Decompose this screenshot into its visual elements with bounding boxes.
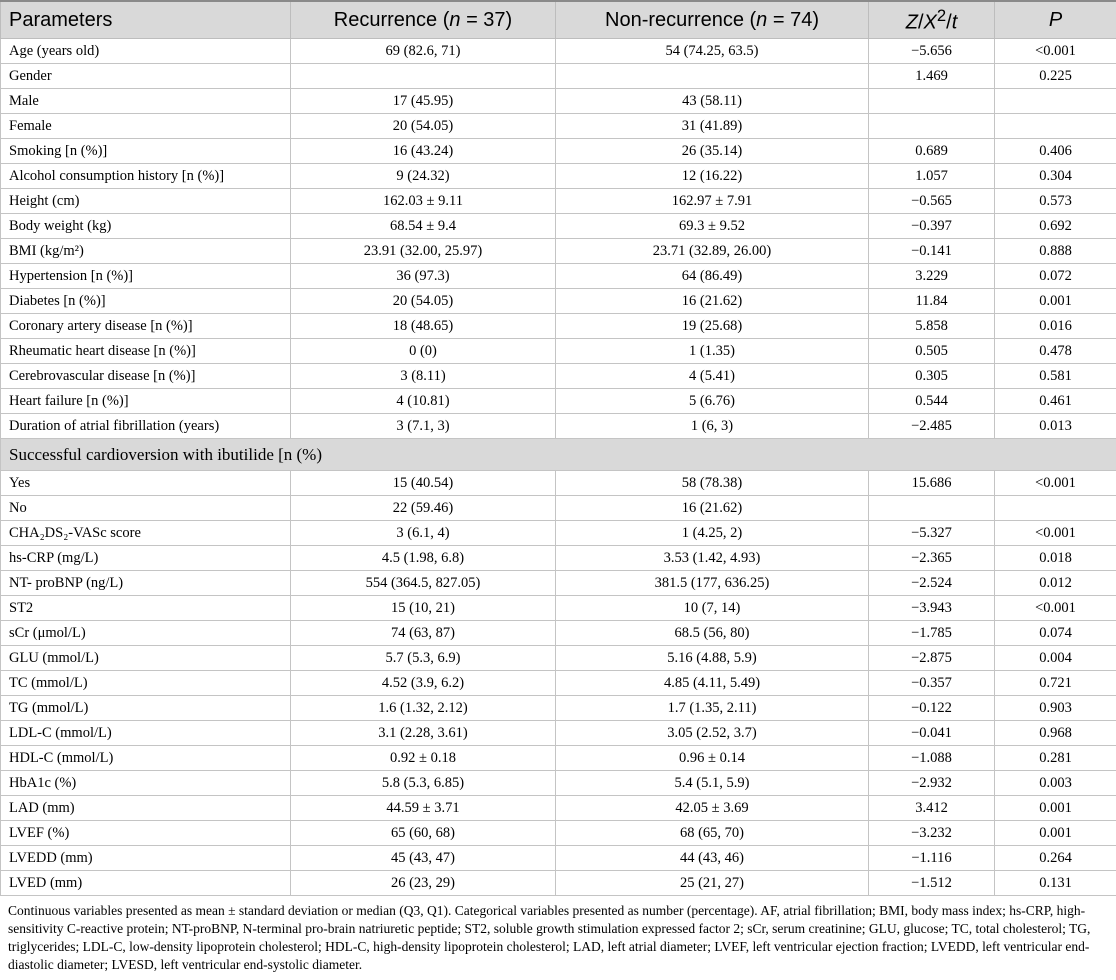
cell-statistic: −1.512	[869, 871, 995, 896]
cell-recurrence: 15 (10, 21)	[291, 596, 556, 621]
cell-parameter: Smoking [n (%)]	[1, 139, 291, 164]
section-row	[1, 439, 1116, 471]
table-footnote: Continuous variables presented as mean ± standard deviation or median (Q3, Q1). Categorical variables presented as number (percentage). AF, atrial fibrillation; BMI, body mass index; hs-CRP, high-sensitivity C-reactive protein; NT-proBNP, N-terminal pro-brain natriuretic peptide; ST2, soluble growth stimulation expressed factor 2; sCr, serum creatinine; GLU, glucose; TC, total cholesterol; TG, triglycerides; LDL-C, low-density lipoprotein cholesterol; HDL-C, high-density lipoprotein cholesterol; LAD, left atrial diameter; LVEF, left ventricular ejection fraction; LVEDD, left ventricular end-diastolic diameter; LVESD, left ventricular end-systolic diameter.	[8, 903, 1091, 972]
cell-statistic: 1.057	[869, 164, 995, 189]
cell-recurrence: 44.59 ± 3.71	[291, 796, 556, 821]
cell-recurrence: 20 (54.05)	[291, 289, 556, 314]
cell-p-value: 0.903	[995, 696, 1116, 721]
cell-non-recurrence: 64 (86.49)	[556, 264, 869, 289]
cell-parameter: Gender	[1, 64, 291, 89]
table-row	[1, 571, 1116, 596]
cell-recurrence: 3 (7.1, 3)	[291, 414, 556, 439]
cell-non-recurrence: 19 (25.68)	[556, 314, 869, 339]
cell-parameter: LDL-C (mmol/L)	[1, 721, 291, 746]
table-row	[1, 596, 1116, 621]
cell-non-recurrence: 10 (7, 14)	[556, 596, 869, 621]
cell-recurrence: 554 (364.5, 827.05)	[291, 571, 556, 596]
cell-non-recurrence: 54 (74.25, 63.5)	[556, 39, 869, 64]
cell-p-value: 0.478	[995, 339, 1116, 364]
header-non-recurrence-suffix: = 74)	[767, 8, 819, 31]
header-p-letter: P	[1048, 8, 1063, 31]
cell-statistic: 3.412	[869, 796, 995, 821]
cell-p-value: 0.003	[995, 771, 1116, 796]
header-statistic	[869, 1, 995, 39]
cell-parameter: TC (mmol/L)	[1, 671, 291, 696]
cell-statistic: 5.858	[869, 314, 995, 339]
cell-non-recurrence: 68.5 (56, 80)	[556, 621, 869, 646]
cell-non-recurrence: 42.05 ± 3.69	[556, 796, 869, 821]
cell-recurrence: 162.03 ± 9.11	[291, 189, 556, 214]
cell-parameter: BMI (kg/m²)	[1, 239, 291, 264]
cell-statistic: −2.485	[869, 414, 995, 439]
cell-p-value: 0.581	[995, 364, 1116, 389]
cell-parameter: CHA₂DS₂-VASc score	[1, 521, 291, 546]
cell-statistic	[869, 89, 995, 114]
cell-parameter: Body weight (kg)	[1, 214, 291, 239]
cell-parameter: NT- proBNP (ng/L)	[1, 571, 291, 596]
cell-p-value: 0.721	[995, 671, 1116, 696]
table-row	[1, 214, 1116, 239]
table-row	[1, 239, 1116, 264]
cell-statistic: −0.357	[869, 671, 995, 696]
cell-non-recurrence: 26 (35.14)	[556, 139, 869, 164]
cell-non-recurrence: 44 (43, 46)	[556, 846, 869, 871]
cell-non-recurrence: 4.85 (4.11, 5.49)	[556, 671, 869, 696]
cell-non-recurrence: 0.96 ± 0.14	[556, 746, 869, 771]
table-body	[1, 39, 1116, 896]
cell-statistic: −1.116	[869, 846, 995, 871]
table-row	[1, 139, 1116, 164]
cell-recurrence: 9 (24.32)	[291, 164, 556, 189]
cell-parameter: Cerebrovascular disease [n (%)]	[1, 364, 291, 389]
cell-recurrence: 5.8 (5.3, 6.85)	[291, 771, 556, 796]
cell-statistic: −0.397	[869, 214, 995, 239]
cell-parameter: ST2	[1, 596, 291, 621]
cell-non-recurrence: 3.53 (1.42, 4.93)	[556, 546, 869, 571]
cell-p-value: 0.692	[995, 214, 1116, 239]
cell-statistic	[869, 496, 995, 521]
cell-non-recurrence: 43 (58.11)	[556, 89, 869, 114]
header-p-value	[995, 1, 1116, 39]
cell-parameter: HbA1c (%)	[1, 771, 291, 796]
table-row	[1, 621, 1116, 646]
table-row	[1, 696, 1116, 721]
cell-parameter: LVEF (%)	[1, 821, 291, 846]
cell-non-recurrence: 31 (41.89)	[556, 114, 869, 139]
cell-recurrence	[291, 64, 556, 89]
section-label: Successful cardioversion with ibutilide [n (%)	[1, 439, 1116, 471]
cell-p-value: 0.131	[995, 871, 1116, 896]
table-row	[1, 64, 1116, 89]
cell-p-value: 0.264	[995, 846, 1116, 871]
cell-non-recurrence: 1 (1.35)	[556, 339, 869, 364]
cell-p-value: 0.074	[995, 621, 1116, 646]
header-row	[1, 1, 1116, 39]
cell-p-value: 0.281	[995, 746, 1116, 771]
cell-recurrence: 18 (48.65)	[291, 314, 556, 339]
cell-non-recurrence: 1.7 (1.35, 2.11)	[556, 696, 869, 721]
table-row	[1, 871, 1116, 896]
cell-non-recurrence: 12 (16.22)	[556, 164, 869, 189]
table-row	[1, 846, 1116, 871]
cell-parameter: TG (mmol/L)	[1, 696, 291, 721]
cell-recurrence: 17 (45.95)	[291, 89, 556, 114]
cell-statistic: −3.232	[869, 821, 995, 846]
cell-recurrence: 0 (0)	[291, 339, 556, 364]
table-row	[1, 414, 1116, 439]
cell-parameter: hs-CRP (mg/L)	[1, 546, 291, 571]
cell-p-value: 0.888	[995, 239, 1116, 264]
cell-non-recurrence: 16 (21.62)	[556, 289, 869, 314]
cell-statistic: −0.565	[869, 189, 995, 214]
cell-non-recurrence: 4 (5.41)	[556, 364, 869, 389]
cell-parameter: Rheumatic heart disease [n (%)]	[1, 339, 291, 364]
cell-parameter: LVEDD (mm)	[1, 846, 291, 871]
cell-statistic: 15.686	[869, 471, 995, 496]
cell-parameter: HDL-C (mmol/L)	[1, 746, 291, 771]
cell-parameter: Age (years old)	[1, 39, 291, 64]
cell-p-value: 0.012	[995, 571, 1116, 596]
table-row	[1, 746, 1116, 771]
cell-p-value: 0.573	[995, 189, 1116, 214]
cell-p-value: 0.016	[995, 314, 1116, 339]
cell-recurrence: 4.5 (1.98, 6.8)	[291, 546, 556, 571]
cell-statistic: −2.932	[869, 771, 995, 796]
cell-parameter: Male	[1, 89, 291, 114]
cell-non-recurrence: 5.4 (5.1, 5.9)	[556, 771, 869, 796]
table-row	[1, 89, 1116, 114]
cell-statistic: −3.943	[869, 596, 995, 621]
table-row	[1, 796, 1116, 821]
cell-recurrence: 3.1 (2.28, 3.61)	[291, 721, 556, 746]
cell-parameter: LAD (mm)	[1, 796, 291, 821]
cell-recurrence: 0.92 ± 0.18	[291, 746, 556, 771]
cell-p-value: 0.001	[995, 796, 1116, 821]
header-non-recurrence	[556, 1, 869, 39]
header-stat-sep1: /	[917, 11, 924, 34]
cell-recurrence: 15 (40.54)	[291, 471, 556, 496]
cell-p-value	[995, 89, 1116, 114]
cell-non-recurrence	[556, 64, 869, 89]
header-stat-x: X	[923, 11, 937, 34]
cell-non-recurrence: 5 (6.76)	[556, 389, 869, 414]
cell-parameter: Hypertension [n (%)]	[1, 264, 291, 289]
cell-non-recurrence: 69.3 ± 9.52	[556, 214, 869, 239]
cell-p-value: <0.001	[995, 521, 1116, 546]
table-row	[1, 339, 1116, 364]
cell-statistic: 11.84	[869, 289, 995, 314]
cell-p-value: <0.001	[995, 596, 1116, 621]
header-recurrence	[291, 1, 556, 39]
cell-statistic: −0.141	[869, 239, 995, 264]
cell-non-recurrence: 1 (6, 3)	[556, 414, 869, 439]
cell-statistic: 0.689	[869, 139, 995, 164]
table-row	[1, 264, 1116, 289]
cell-parameter: Duration of atrial fibrillation (years)	[1, 414, 291, 439]
cell-parameter: No	[1, 496, 291, 521]
cell-recurrence: 22 (59.46)	[291, 496, 556, 521]
cell-p-value: 0.406	[995, 139, 1116, 164]
cell-p-value: 0.004	[995, 646, 1116, 671]
cell-non-recurrence: 25 (21, 27)	[556, 871, 869, 896]
cell-parameter: Female	[1, 114, 291, 139]
cell-parameter: Height (cm)	[1, 189, 291, 214]
cell-p-value	[995, 496, 1116, 521]
cell-statistic: 0.305	[869, 364, 995, 389]
cell-p-value: 0.968	[995, 721, 1116, 746]
table-row	[1, 389, 1116, 414]
table-row	[1, 189, 1116, 214]
cell-p-value: 0.018	[995, 546, 1116, 571]
table-row	[1, 646, 1116, 671]
header-stat-sup: 2	[936, 5, 947, 25]
header-non-recurrence-prefix: Non-recurrence (	[605, 8, 757, 31]
cell-non-recurrence: 23.71 (32.89, 26.00)	[556, 239, 869, 264]
cell-recurrence: 68.54 ± 9.4	[291, 214, 556, 239]
header-non-recurrence-n: n	[756, 8, 768, 31]
table-row	[1, 521, 1116, 546]
table-row	[1, 164, 1116, 189]
cell-statistic: −2.365	[869, 546, 995, 571]
cell-statistic: 0.544	[869, 389, 995, 414]
cell-statistic: −0.041	[869, 721, 995, 746]
cell-recurrence: 69 (82.6, 71)	[291, 39, 556, 64]
cell-p-value: 0.304	[995, 164, 1116, 189]
cell-p-value: 0.001	[995, 289, 1116, 314]
table-header	[1, 1, 1116, 39]
cell-statistic: 0.505	[869, 339, 995, 364]
cell-recurrence: 3 (8.11)	[291, 364, 556, 389]
cell-recurrence: 4 (10.81)	[291, 389, 556, 414]
cell-statistic: −2.875	[869, 646, 995, 671]
table-row	[1, 496, 1116, 521]
header-recurrence-suffix: = 37)	[460, 8, 513, 31]
cell-statistic: 1.469	[869, 64, 995, 89]
table-row	[1, 546, 1116, 571]
cell-parameter: GLU (mmol/L)	[1, 646, 291, 671]
table-row	[1, 721, 1116, 746]
cell-p-value: <0.001	[995, 39, 1116, 64]
table-row	[1, 364, 1116, 389]
cell-recurrence: 36 (97.3)	[291, 264, 556, 289]
cell-parameter: sCr (μmol/L)	[1, 621, 291, 646]
cell-statistic: −2.524	[869, 571, 995, 596]
cell-parameter: LVED (mm)	[1, 871, 291, 896]
table-row	[1, 289, 1116, 314]
cell-parameter: Heart failure [n (%)]	[1, 389, 291, 414]
cell-recurrence: 5.7 (5.3, 6.9)	[291, 646, 556, 671]
table-row	[1, 771, 1116, 796]
cell-non-recurrence: 1 (4.25, 2)	[556, 521, 869, 546]
cell-statistic: −1.785	[869, 621, 995, 646]
table-row	[1, 314, 1116, 339]
header-stat-t: t	[951, 11, 958, 34]
cell-parameter: Coronary artery disease [n (%)]	[1, 314, 291, 339]
table-row	[1, 671, 1116, 696]
cell-non-recurrence: 162.97 ± 7.91	[556, 189, 869, 214]
cell-statistic: −5.327	[869, 521, 995, 546]
cell-recurrence: 45 (43, 47)	[291, 846, 556, 871]
cell-p-value	[995, 114, 1116, 139]
cell-non-recurrence: 5.16 (4.88, 5.9)	[556, 646, 869, 671]
table-row	[1, 114, 1116, 139]
cell-recurrence: 3 (6.1, 4)	[291, 521, 556, 546]
cell-statistic: −5.656	[869, 39, 995, 64]
table-row	[1, 821, 1116, 846]
cell-recurrence: 20 (54.05)	[291, 114, 556, 139]
cell-recurrence: 1.6 (1.32, 2.12)	[291, 696, 556, 721]
cell-p-value: 0.072	[995, 264, 1116, 289]
cell-statistic: −0.122	[869, 696, 995, 721]
header-stat-z: Z	[905, 11, 918, 34]
cell-non-recurrence: 68 (65, 70)	[556, 821, 869, 846]
header-parameters: Parameters	[1, 1, 291, 39]
cell-recurrence: 16 (43.24)	[291, 139, 556, 164]
cell-parameter: Alcohol consumption history [n (%)]	[1, 164, 291, 189]
cell-recurrence: 23.91 (32.00, 25.97)	[291, 239, 556, 264]
cell-statistic	[869, 114, 995, 139]
cell-recurrence: 4.52 (3.9, 6.2)	[291, 671, 556, 696]
cell-p-value: 0.461	[995, 389, 1116, 414]
cell-statistic: −1.088	[869, 746, 995, 771]
cell-p-value: <0.001	[995, 471, 1116, 496]
header-stat-sep2: /	[946, 11, 952, 34]
cell-statistic: 3.229	[869, 264, 995, 289]
cell-p-value: 0.001	[995, 821, 1116, 846]
cell-p-value: 0.225	[995, 64, 1116, 89]
cell-recurrence: 65 (60, 68)	[291, 821, 556, 846]
cell-recurrence: 74 (63, 87)	[291, 621, 556, 646]
cell-non-recurrence: 58 (78.38)	[556, 471, 869, 496]
header-recurrence-prefix: Recurrence (	[333, 8, 450, 31]
table-row	[1, 471, 1116, 496]
cell-recurrence: 26 (23, 29)	[291, 871, 556, 896]
cell-parameter: Yes	[1, 471, 291, 496]
table-row	[1, 39, 1116, 64]
header-recurrence-n: n	[449, 8, 461, 31]
cell-parameter: Diabetes [n (%)]	[1, 289, 291, 314]
cell-p-value: 0.013	[995, 414, 1116, 439]
cell-non-recurrence: 16 (21.62)	[556, 496, 869, 521]
cell-non-recurrence: 381.5 (177, 636.25)	[556, 571, 869, 596]
cell-non-recurrence: 3.05 (2.52, 3.7)	[556, 721, 869, 746]
